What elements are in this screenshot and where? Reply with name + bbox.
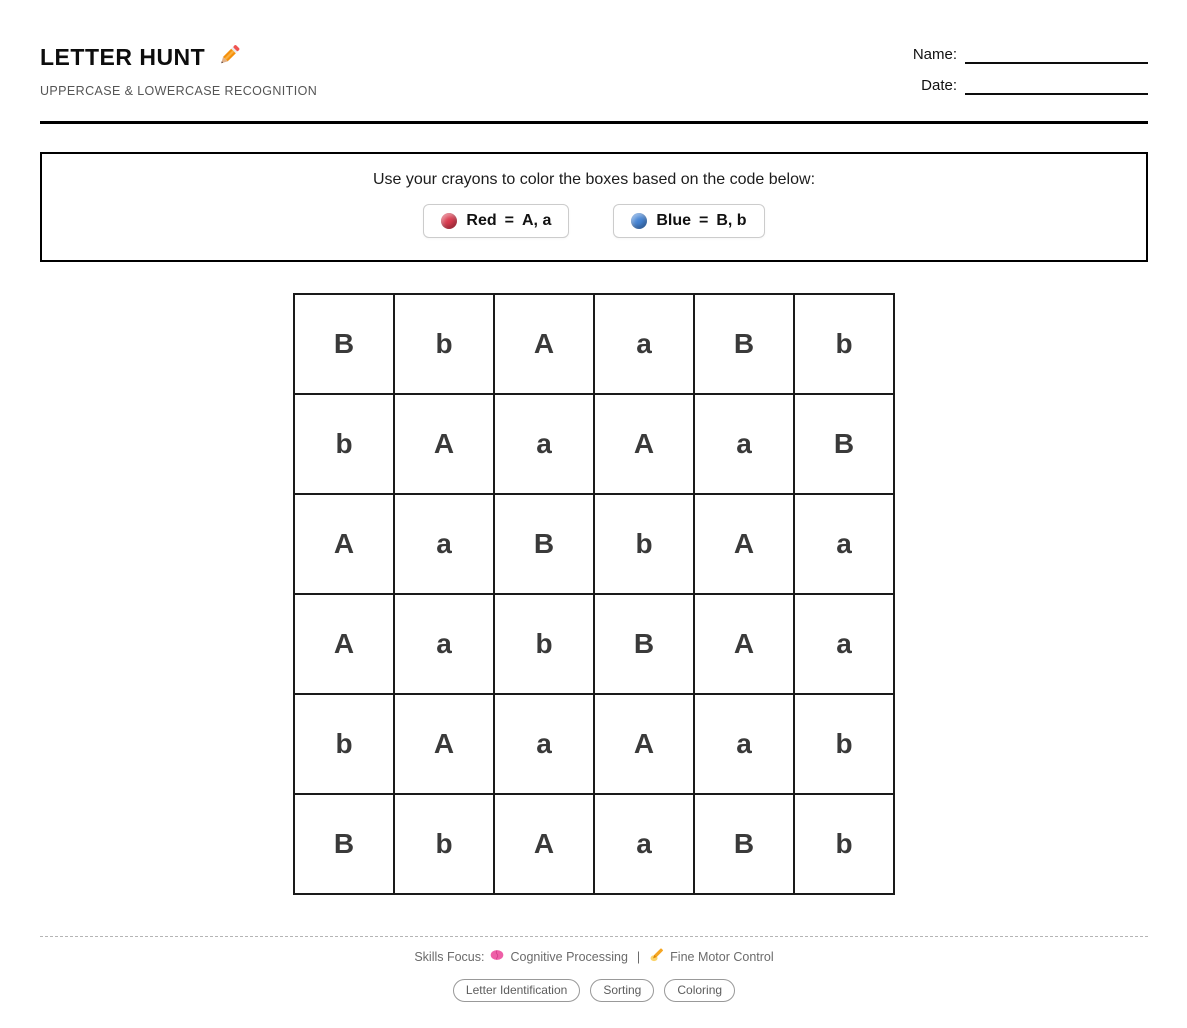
grid-cell[interactable]: B (794, 394, 894, 494)
grid-cell[interactable]: B (594, 594, 694, 694)
date-input-line[interactable] (965, 81, 1148, 95)
grid-cell[interactable]: B (294, 294, 394, 394)
grid-cell[interactable]: b (394, 294, 494, 394)
grid-cell[interactable]: A (494, 294, 594, 394)
grid-cell[interactable]: a (694, 694, 794, 794)
grid-cell[interactable]: b (794, 794, 894, 894)
red-code-name: Red (466, 212, 497, 229)
tags-row (40, 979, 1148, 1002)
grid-cell[interactable]: b (494, 594, 594, 694)
skills-separator: | (636, 949, 641, 964)
name-label: Name: (912, 46, 957, 63)
page-subtitle: UPPERCASE & LOWERCASE RECOGNITION (40, 84, 318, 98)
grid-cell[interactable]: A (694, 494, 794, 594)
grid-container (40, 293, 1148, 895)
grid-row (294, 294, 894, 394)
grid-cell[interactable]: a (594, 794, 694, 894)
grid-cell[interactable]: A (394, 394, 494, 494)
header (40, 42, 1148, 108)
grid-cell[interactable]: b (794, 294, 894, 394)
name-row (913, 46, 1148, 64)
name-date-block (913, 42, 1148, 108)
skills-focus-label: Skills Focus: (414, 949, 485, 964)
color-code-red (423, 204, 569, 238)
grid-cell[interactable]: a (494, 694, 594, 794)
letter-grid (293, 293, 895, 895)
grid-cell[interactable]: a (394, 594, 494, 694)
grid-cell[interactable]: b (794, 694, 894, 794)
footer (40, 936, 1148, 1002)
grid-cell[interactable]: b (294, 394, 394, 494)
grid-cell[interactable]: b (394, 794, 494, 894)
grid-cell[interactable]: A (294, 594, 394, 694)
grid-cell[interactable]: A (394, 694, 494, 794)
header-divider (40, 121, 1148, 124)
grid-cell[interactable]: B (694, 794, 794, 894)
blue-code-letters: B, b (716, 212, 747, 229)
grid-cell[interactable]: B (494, 494, 594, 594)
grid-cell[interactable]: a (394, 494, 494, 594)
tag-sorting: Sorting (590, 979, 654, 1002)
pencil-icon (216, 42, 243, 73)
grid-cell[interactable]: A (594, 394, 694, 494)
color-code-blue (613, 204, 764, 238)
grid-cell[interactable]: B (294, 794, 394, 894)
grid-cell[interactable]: A (494, 794, 594, 894)
grid-row (294, 494, 894, 594)
red-code-letters: A, a (522, 212, 552, 229)
name-input-line[interactable] (965, 50, 1148, 64)
skills-focus-line (40, 948, 1148, 965)
color-code-legend (42, 204, 1146, 238)
grid-row (294, 594, 894, 694)
grid-cell[interactable]: b (294, 694, 394, 794)
skill2-label: Fine Motor Control (670, 949, 774, 964)
grid-cell[interactable]: A (294, 494, 394, 594)
brain-icon (490, 949, 504, 964)
date-label: Date: (921, 77, 957, 94)
letter-grid-body (294, 294, 894, 894)
grid-cell[interactable]: b (594, 494, 694, 594)
skill1-label: Cognitive Processing (510, 949, 628, 964)
blue-code-name: Blue (656, 212, 692, 229)
page-title: LETTER HUNT (40, 44, 206, 70)
grid-cell[interactable]: a (494, 394, 594, 494)
blue-circle-icon (631, 213, 647, 229)
blue-code-equals: = (699, 212, 709, 229)
grid-cell[interactable]: B (694, 294, 794, 394)
instruction-text: Use your crayons to color the boxes based on the code below: (372, 171, 816, 188)
grid-cell[interactable]: a (694, 394, 794, 494)
grid-row (294, 794, 894, 894)
grid-row (294, 394, 894, 494)
writing-hand-icon (649, 948, 664, 965)
tag-letter-identification: Letter Identification (453, 979, 580, 1002)
tag-coloring: Coloring (664, 979, 735, 1002)
red-code-equals: = (504, 212, 514, 229)
grid-row (294, 694, 894, 794)
red-circle-icon (441, 213, 457, 229)
title-block (40, 42, 317, 98)
grid-cell[interactable]: a (794, 494, 894, 594)
grid-cell[interactable]: a (594, 294, 694, 394)
date-row (913, 77, 1148, 95)
grid-cell[interactable]: A (694, 594, 794, 694)
instruction-box (40, 152, 1148, 262)
grid-cell[interactable]: a (794, 594, 894, 694)
grid-cell[interactable]: A (594, 694, 694, 794)
